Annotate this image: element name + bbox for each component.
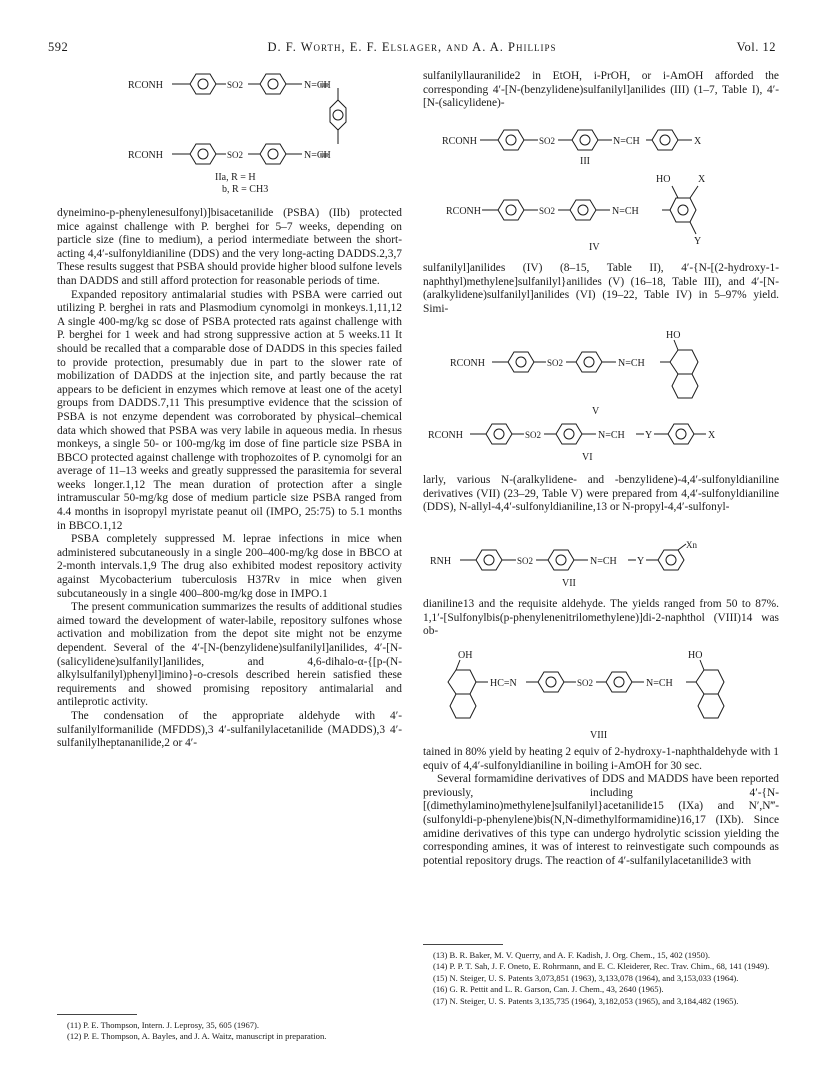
footnote: (12) P. E. Thompson, A. Bayles, and J. A. Waitz, manuscript in preparation. [67,1031,327,1042]
right-column-top [423,70,779,111]
author-line: D. F. Worth, E. F. Elslager, and A. A. Phillips [267,40,557,54]
chem-label: Y [694,236,702,247]
running-header [48,40,776,60]
footnote: (16) G. R. Pettit and L. R. Garson, Can. J. Chem., 43, 2640 (1965). [433,984,664,995]
footnote: (15) N. Steiger, U. S. Patents 3,073,851 (1963), 3,133,078 (1964), and 3,153,033 (1964). [433,972,739,983]
chem-label: RCONH [450,358,486,369]
footnote: (14) P. P. T. Sah, J. F. Oneto, E. Rohrmann, and E. C. Kleiderer, Rec. Trav. Chim., 68, 141 (1949). [433,961,770,972]
paragraph: PSBA completely suppressed M. leprae infections in mice when administered subcutaneously in a single 200–400-mg/kg dose in BBCO at 2-month intervals.1,9 The drug also exhibited modest repository activity against Mycobacterium tuberculosis H37Rv in mice when given subcutaneously in a single 400–800-mg/kg dose in IMPO.1 [57,533,402,600]
paragraph: larly, various N-(aralkylidene- and -benzylidene)-4,4′-sulfonyldianiline derivatives (VII) (23–29, Table V) were prepared from 4,4′-sulfonyldianiline (DDS), N-allyl-4,4′-sulfonyldianiline,13 or N-propyl-4,4′-sulfonyl- [423,474,779,514]
chem-label: RCONH [446,206,482,217]
structure-VI [428,422,748,462]
chem-label: SO2 [539,136,556,146]
paragraph: sulfanilyllauranilide2 in EtOH, i-PrOH, or i-AmOH afforded the corresponding 4′-[N-(benzylidene)sulfanilyl]anilides (III) (1–7, Table I), 4′-[N-(salicylidene)- [423,70,779,110]
structure-caption: VIII [590,730,608,741]
chem-label: N=CH [304,150,331,161]
chem-label: X [708,430,716,441]
chem-label: RNH [430,556,452,567]
chem-label: N=CH [613,136,640,147]
structure-caption: IV [589,242,600,253]
chem-label: RCONH [128,80,164,91]
right-footnotes [423,950,779,1007]
chem-label: OH [458,650,473,661]
chem-label: SO2 [539,206,556,216]
chem-label: RCONH [442,136,478,147]
right-column-para5 [423,746,779,868]
chem-label: Y [637,556,645,567]
chem-label: N=CH [612,206,639,217]
paragraph: Several formamidine derivatives of DDS and MADDS have been reported previously, including 4′-{N-[(dimethylamino)methylene]sulfanilyl}acetanilide15 (IXa) and N′,N‴-(sulfonyldi-p-phenylene)bis(N,N-dimethylformamidine)16,17 (IXb). Since amidine derivatives of this type can undergo hydrolytic scission yielding the corresponding amines, it was of interest to reinvestigate such compounds as potential repository drugs. The reaction of 4′-sulfanilylacetanilide3 with [423,773,779,867]
footnote: (13) B. R. Baker, M. V. Querry, and A. F. Kadish, J. Org. Chem., 15, 402 (1950). [433,950,710,960]
chem-label: N=CH [618,358,645,369]
structure-caption: III [580,156,590,167]
structure-VII [430,542,750,590]
page-number: 592 [48,40,69,54]
structure-caption: VI [582,452,593,463]
footnote: (17) N. Steiger, U. S. Patents 3,135,735 (1964), 3,182,053 (1965), and 3,184,482 (1965). [433,995,739,1006]
right-column-para4 [423,598,779,639]
chem-label: SO2 [227,80,244,90]
chem-label: N=CH [590,556,617,567]
structure-caption: V [592,406,600,417]
footnote: (11) P. E. Thompson, Intern. J. Leprosy, 35, 605 (1967). [67,1020,260,1030]
chem-label: Y [645,430,653,441]
structure-II [120,72,380,197]
chem-label: SO2 [517,556,534,566]
chem-label: X [698,174,706,185]
structure-V [448,328,698,418]
paragraph: dianiline13 and the requisite aldehyde. The yields ranged from 50 to 87%. 1,1′-[Sulfonylbis(p-phenylenenitrilomethylene)]di-2-naphthol (VIII)14 was ob- [423,598,779,638]
paragraph: The present communication summarizes the results of additional studies aimed toward the development of water-labile, repository sulfones whose activation and mobilization from the depot site might not be enzyme dependent. Several of the 4′-[N-(benzylidene)sulfanilyl]anilides, 4′-[N-(salicylidene)sulfanilyl]anilides, and 4,6-dihalo-α-{[p-(N-alkylsulfanilyl)phenyl]imino}-o-cresols described herein satisfied these requirements and showed promising repository antimalarial and antileprotic activity. [57,601,402,709]
chem-label: HO [666,330,681,341]
structure-IV [446,172,746,252]
chem-label: HO [656,174,671,185]
left-footnotes [57,1020,402,1043]
chem-label: N=CH [304,80,331,91]
chem-label: RCONH [428,430,464,441]
paragraph: Expanded repository antimalarial studies with PSBA were carried out utilizing P. berghei in rats and Plasmodium cynomolgi in monkeys.1,11,12 A single 400-mg/kg sc dose of PSBA protected rats against challenge with P. berghei for 1 week and had strong suppressive action at 5 weeks.11 It should be recalled that a comparable dose of DADDS in this species failed to provide protection, presumably due in part to the slower rate of mobilization of DADDS at the injection site, and partly because the rat appears to be deficient in enzymes which remove at least one of the acetyl groups from DADDS.7,11 This presumptive evidence that the scission of PSBA is not enzyme dependent was corroborated by physical–chemical data which showed that PSBA was very labile in aqueous media. In rhesus monkeys, a single 50- or 100-mg/kg im dose of fine particle size PSBA in BBCO protected against challenge with trophozoites of P. cynomolgi for an average of 11–13 weeks and greatly suppressed the parasitemia for several weeks longer.1,12 The mean duration of protection after a single intramuscular 50-mg/kg dose of medium particle size PSBA ranged from 4.4 months in isopropyl myristate peanut oil (IMPO, 25:75) to 5.1 months in BBCO.1,12 [57,288,402,532]
right-column-para3 [423,474,779,515]
footnote-rule [423,944,503,945]
chem-label: HC=N [490,678,517,689]
chem-label: HO [688,650,703,661]
footnote-rule [57,1014,137,1015]
chem-label: N=CH [598,430,625,441]
structure-III [440,128,740,168]
paragraph: tained in 80% yield by heating 2 equiv of 2-hydroxy-1-naphthaldehyde with 1 equiv of 4,4′-sulfonyldianiline in boiling i-AmOH for 30 sec. [423,746,779,772]
volume-label: Vol. 12 [736,40,776,54]
paragraph: dyneimino-p-phenylenesulfonyl)]bisacetanilide (PSBA) (IIb) protected mice against challenge with P. berghei for 5–7 weeks, depending on particle size (fine to medium), a period intermediate between the short-acting 4,4′-sulfonyldianiline (DDS) and the very long-acting DADDS.2,3,7 These results suggest that PSBA should provide higher blood sulfone levels than DADDS and still afford protection for reasonable periods of time. [57,207,402,287]
chem-label: X [694,136,702,147]
chem-label: SO2 [577,678,594,688]
structure-VIII [430,648,770,744]
paragraph: The condensation of the appropriate aldehyde with 4′-sulfanilylformanilide (MFDDS),3 4′-sulfanilylacetanilide (MADDS),3 4′-sulfanilylheptananilide,2 or 4′- [57,709,402,750]
structure-caption: IIa, R = H [215,172,256,183]
right-column-para2 [423,262,779,316]
chem-label: SO2 [525,430,542,440]
chem-label: N=CH [646,678,673,689]
structure-caption: VII [562,578,576,589]
chem-label: RCONH [128,150,164,161]
chem-label: Xn [686,540,697,550]
left-column [57,207,402,751]
structure-caption: b, R = CH3 [222,184,269,195]
chem-label: SO2 [227,150,244,160]
paragraph: sulfanilyl]anilides (IV) (8–15, Table II), 4′-{N-[(2-hydroxy-1-naphthyl)methylene]sulfanilyl}anilides (V) (16–18, Table III), and 4′-[N-(aralkylidene)sulfanilyl]anilides (VI) (19–22, Table IV) in 5–97% yield. Simi- [423,262,779,315]
chem-label: SO2 [547,358,564,368]
